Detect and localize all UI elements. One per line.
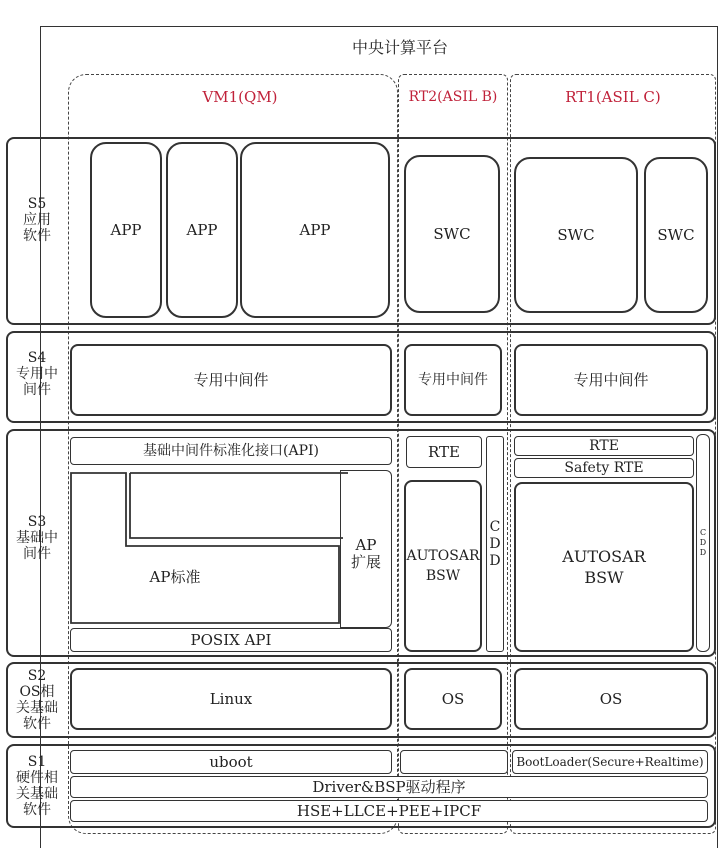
ap-standard-shape: [68, 470, 348, 628]
bootloader-box: BootLoader(Secure+Realtime): [512, 750, 708, 774]
ap-extension-label: AP 扩展: [350, 536, 381, 571]
app-box-2: APP: [166, 142, 238, 318]
layer-s5-label: S5 应用 软件: [23, 196, 51, 244]
autosar-bsw-box-rt1: AUTOSAR BSW: [514, 482, 694, 652]
linux-box: Linux: [70, 668, 392, 730]
layer-s3-label: S3 基础中 间件: [16, 514, 58, 562]
posix-api-box: POSIX API: [70, 628, 392, 652]
autosar-bsw-box-rt2: AUTOSAR BSW: [404, 480, 482, 652]
os-box-rt1: OS: [514, 668, 708, 730]
bootloader-gap-box: [400, 750, 508, 774]
driver-bsp-box: Driver&BSP驱动程序: [70, 776, 708, 798]
special-middleware-vm1: 专用中间件: [70, 344, 392, 416]
uboot-box: uboot: [70, 750, 392, 774]
app-box-3: APP: [240, 142, 390, 318]
ap-standard-label: AP标准: [149, 567, 201, 586]
rte-box-rt1: RTE: [514, 436, 694, 456]
partition-rt2-label: RT2(ASIL B): [408, 89, 498, 105]
cdd-label-rt1: CDD: [698, 528, 708, 558]
layer-s4-label: S4 专用中 间件: [16, 350, 58, 398]
app-box-1: APP: [90, 142, 162, 318]
hse-llce-pee-ipcf-box: HSE+LLCE+PEE+IPCF: [70, 800, 708, 822]
cdd-box-rt2: [486, 436, 504, 652]
os-box-rt2: OS: [404, 668, 502, 730]
partition-vm1-label: VM1(QM): [202, 88, 278, 106]
special-middleware-rt1: 专用中间件: [514, 344, 708, 416]
base-middleware-api-box: 基础中间件标准化接口(API): [70, 437, 392, 465]
partition-rt1-label: RT1(ASIL C): [565, 88, 661, 106]
layer-s2-label: S2 OS相 关基础 软件: [16, 668, 58, 732]
special-middleware-rt2: 专用中间件: [404, 344, 502, 416]
swc-box-rt2: SWC: [404, 155, 500, 313]
layer-s1-label: S1 硬件相 关基础 软件: [16, 754, 58, 818]
cdd-label-rt2: CDD: [487, 518, 503, 570]
safety-rte-box: Safety RTE: [514, 458, 694, 478]
platform-title: 中央计算平台: [351, 37, 448, 57]
swc-box-rt1-b: SWC: [644, 157, 708, 313]
swc-box-rt1-a: SWC: [514, 157, 638, 313]
cdd-box-rt1: [696, 434, 710, 652]
rte-box-rt2: RTE: [406, 436, 482, 468]
